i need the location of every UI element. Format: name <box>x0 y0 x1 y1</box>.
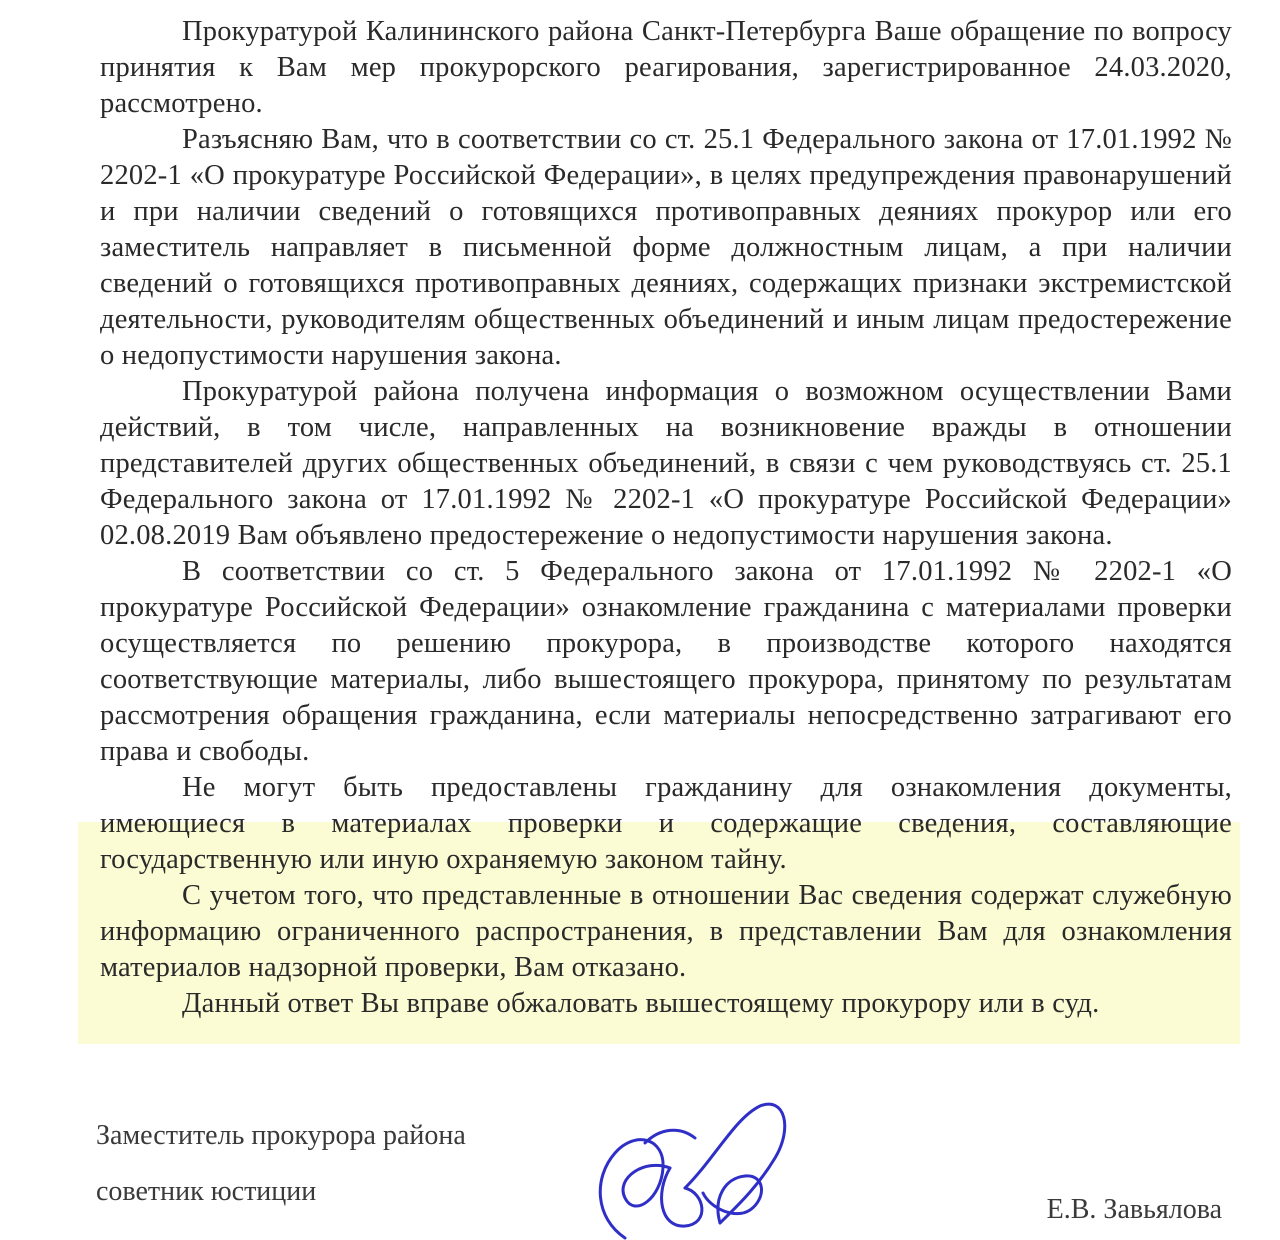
letter-body <box>100 14 1232 1022</box>
paragraph-restricted-documents: Не могут быть предоставлены гражданину для ознакомления документы, имеющиеся в материалах проверки и содержащие сведения, составляющие государственную или иную охраняемую законом тайну. <box>100 772 1232 875</box>
paragraph-appeal-reviewed: Прокуратурой Калининского района Санкт-Петербурга Ваше обращение по вопросу принятия к Вам мер прокурорского реагирования, зарегистрированное 24.03.2020, рассмотрено. <box>100 16 1232 119</box>
paragraph-law-explanation: Разъясняю Вам, что в соответствии со ст. 25.1 Федерального закона от 17.01.1992 № 2202-1 «О прокуратуре Российской Федерации», в целях предупреждения правонарушений и при наличии сведений о готовящихся противоправных деяниях прокурор или его заместитель направляет в письменной форме должностным лицам, а при наличии сведений о готовящихся противоправных деяниях, содержащих признаки экстремистской деятельности, руководителям общественных объединений и иным лицам предостережение о недопустимости нарушения закона. <box>100 124 1232 371</box>
paragraph-warning-issued: Прокуратурой района получена информация о возможном осуществлении Вами действий, в том числе, направленных на возникновение вражды в отношении представителей других общественных объединений, в связи с чем руководствуясь ст. 25.1 Федерального закона от 17.01.1992 № 2202-1 «О прокуратуре Российской Федерации» 02.08.2019 Вам объявлено предостережение о недопустимости нарушения закона. <box>100 376 1232 551</box>
signatory-rank: советник юстиции <box>96 1176 317 1207</box>
paragraph-appeal-right: Данный ответ Вы вправе обжаловать вышестоящему прокурору или в суд. <box>182 988 1100 1019</box>
signatory-title: Заместитель прокурора района <box>96 1120 466 1151</box>
paragraph-access-to-materials: В соответствии со ст. 5 Федерального закона от 17.01.1992 № 2202-1 «О прокуратуре Российской Федерации» ознакомление гражданина с материалами проверки осуществляется по решению прокурора, в производстве которого находятся соответствующие материалы, либо вышестоящего прокурора, принятому по результатам рассмотрения обращения гражданина, если материалы непосредственно затрагивают его права и свободы. <box>100 556 1232 767</box>
handwritten-signature <box>585 1098 795 1240</box>
paragraph-refusal: С учетом того, что представленные в отношении Вас сведения содержат служебную информацию ограниченного распространения, в представлении Вам для ознакомления материалов надзорной проверки, Вам отказано. <box>100 880 1232 983</box>
signatory-name: Е.В. Завьялова <box>1046 1194 1222 1225</box>
